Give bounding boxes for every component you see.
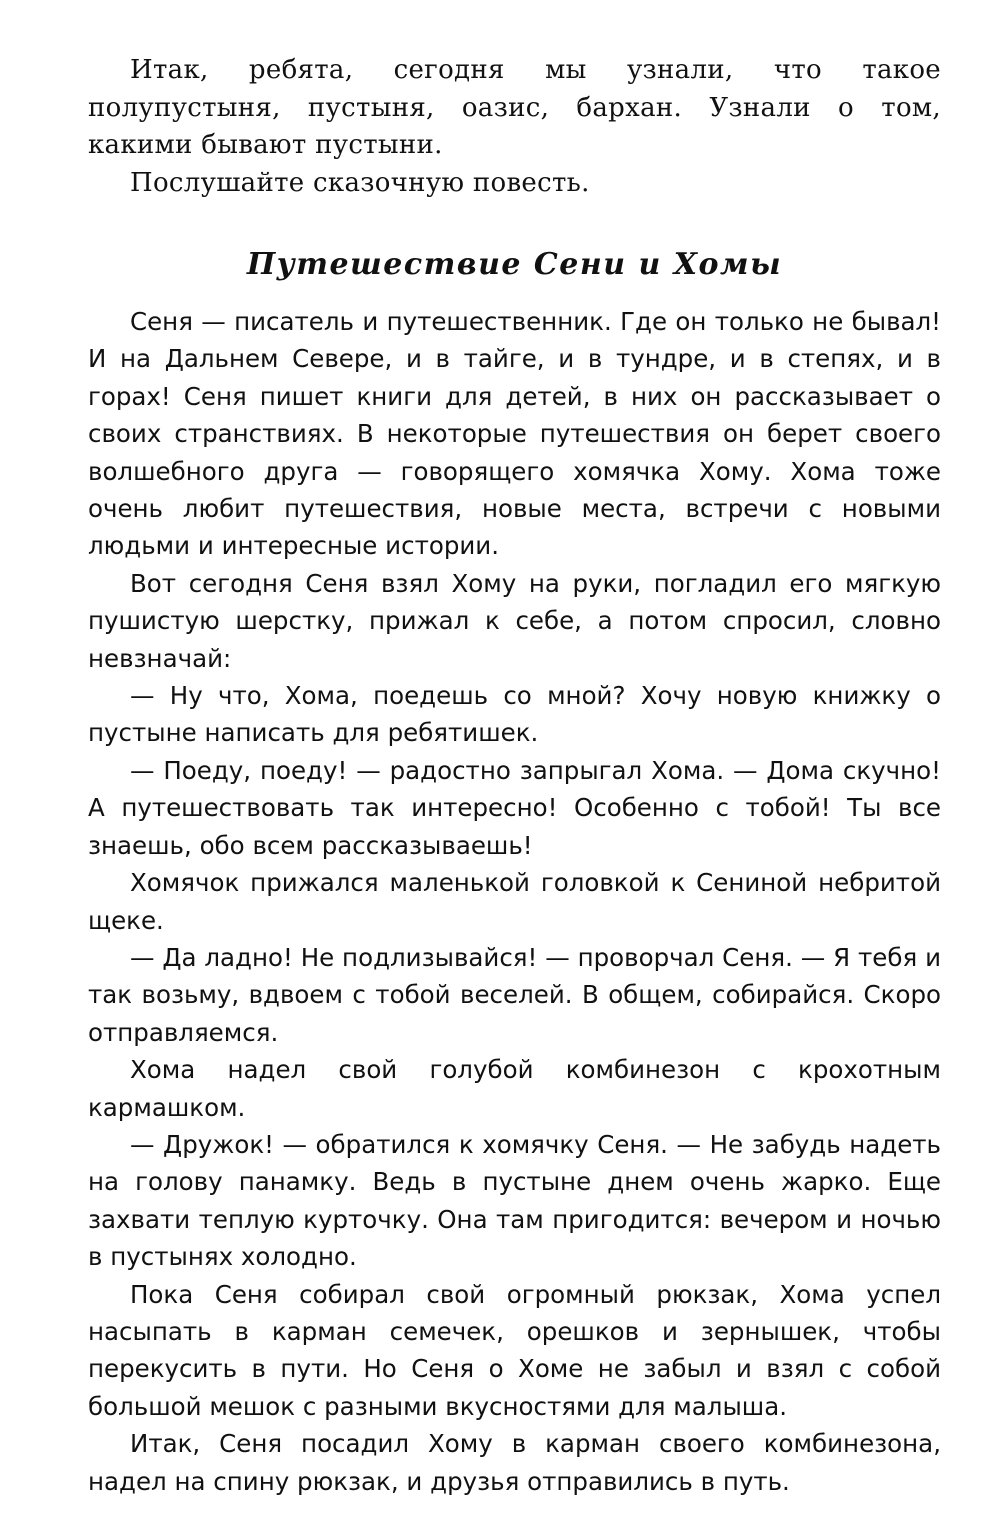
book-page xyxy=(88,52,941,1500)
story-paragraph: — Ну что, Хома, поедешь со мной? Хочу новую книжку о пустыне написать для ребятишек. xyxy=(88,681,941,748)
intro-paragraph: Послушайте сказочную повесть. xyxy=(130,167,590,198)
story-paragraph: — Да ладно! Не подлизывайся! — проворчал Сеня. — Я тебя и так возьму, вдвоем с тобой веселей. В общем, собирайся. Скоро отправляемся. xyxy=(88,942,941,1047)
story-body xyxy=(88,303,941,1500)
story-paragraph: Итак, Сеня посадил Хому в карман своего комбинезона, надел на спину рюкзак, и друзья отправились в путь. xyxy=(88,1429,941,1496)
story-paragraph: Хомячок прижался маленькой головкой к Сениной небритой щеке. xyxy=(88,868,941,935)
story-paragraph: — Дружок! — обратился к хомячку Сеня. — Не забудь надеть на голову панамку. Ведь в пустыне днем очень жарко. Еще захвати теплую курточку. Она там пригодится: вечером и ночью в пустынях холодно. xyxy=(88,1129,941,1272)
story-paragraph: Сеня — писатель и путешественник. Где он только не бывал! И на Дальнем Севере, и в тайге, и в тундре, и в степях, и в горах! Сеня пишет книги для детей, в них он рассказывает о своих странствиях. В некоторые путешествия он берет своего волшебного друга — говорящего хомячка Хому. Хома тоже очень любит путешествия, новые места, встречи с новыми людьми и интересные истории. xyxy=(88,307,941,561)
intro-paragraph: Итак, ребята, сегодня мы узнали, что такое полупустыня, пустыня, оазис, бархан. Узнали о том, какими бывают пустыни. xyxy=(88,55,941,160)
story-title: Путешествие Сени и Хомы xyxy=(246,247,783,282)
story-paragraph: Хома надел свой голубой комбинезон с крохотным кармашком. xyxy=(88,1055,941,1122)
intro-section xyxy=(88,52,941,202)
story-paragraph: Вот сегодня Сеня взял Хому на руки, погладил его мягкую пушистую шерстку, прижал к себе, а потом спросил, словно невзначай: xyxy=(88,568,941,673)
story-paragraph: — Поеду, поеду! — радостно запрыгал Хома. — Дома скучно! А путешествовать так интересно! Особенно с тобой! Ты все знаешь, обо всем рассказываешь! xyxy=(88,755,941,860)
story-paragraph: Пока Сеня собирал свой огромный рюкзак, Хома успел насыпать в карман семечек, орешков и зернышек, чтобы перекусить в пути. Но Сеня о Хоме не забыл и взял с собой большой мешок с разными вкусностями для малыша. xyxy=(88,1279,941,1421)
